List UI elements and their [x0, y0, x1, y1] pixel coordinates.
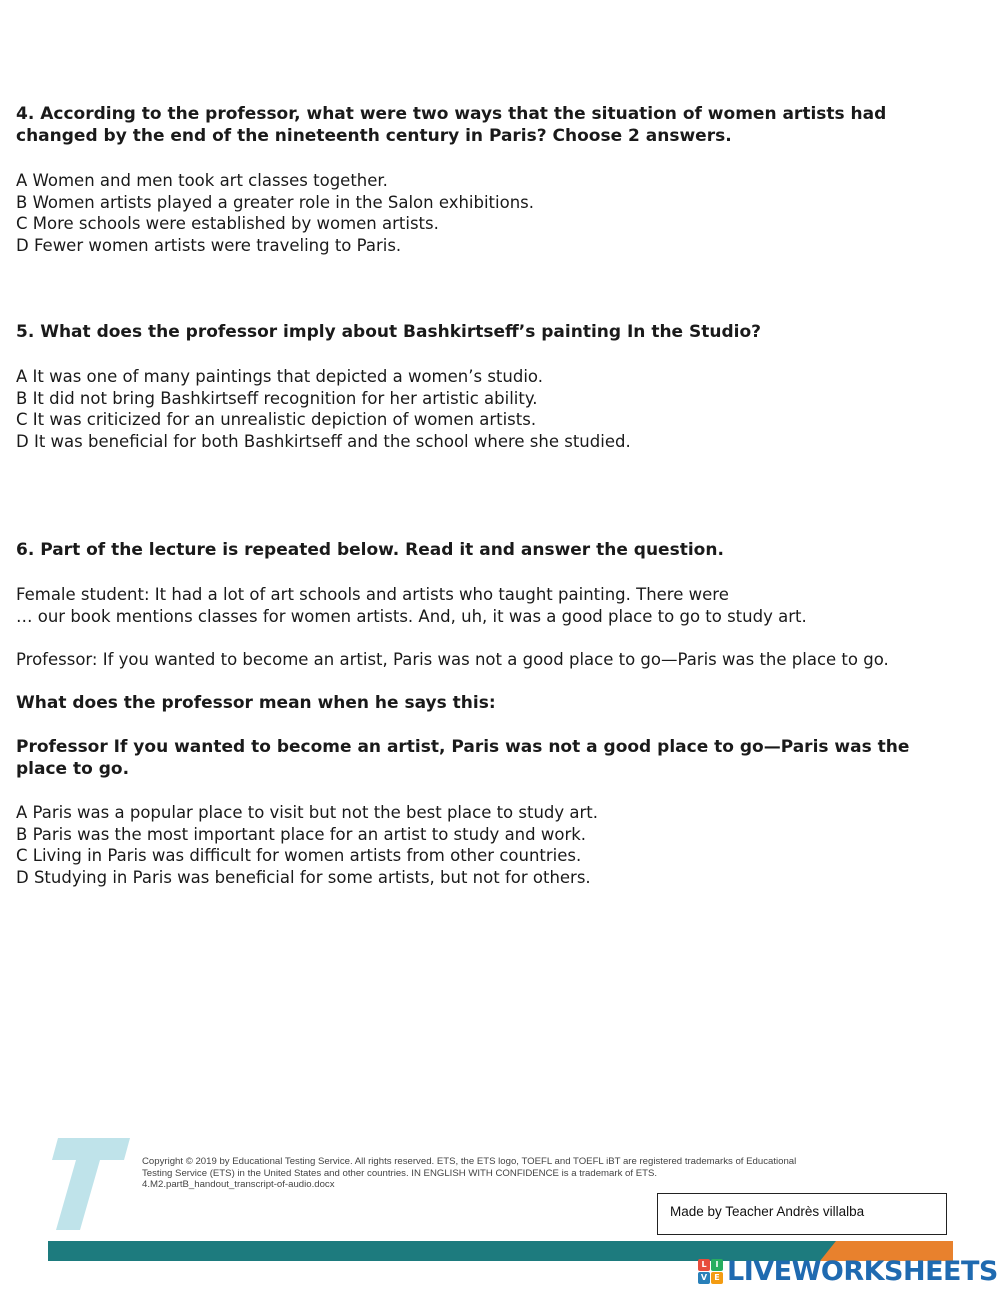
q6-option-d: D Studying in Paris was beneficial for some artists, but not for others. — [16, 867, 591, 887]
cube-e: E — [711, 1272, 723, 1284]
q5-title: 5. What does the professor imply about Bashkirtseff’s painting In the Studio? — [16, 322, 762, 342]
cube-i: I — [711, 1259, 723, 1271]
copyright-notice — [142, 1156, 922, 1191]
signature-box — [657, 1193, 947, 1235]
q5-option-a: A It was one of many paintings that depicted a women’s studio. — [16, 367, 543, 386]
q4-title-line2: changed by the end of the nineteenth century in Paris? Choose 2 answers. — [16, 126, 732, 146]
cube-v: V — [698, 1272, 710, 1284]
q6-option-b: B Paris was the most important place for an artist to study and work. — [16, 824, 587, 844]
copyright-line2: Testing Service (ETS) in the United States and other countries. IN ENGLISH WITH CONFIDENCE is a trademark of ETS. — [142, 1167, 658, 1179]
liveworksheets-brand: LIVEWORKSHEETS — [727, 1255, 998, 1287]
q4-option-c: C More schools were established by women artists. — [16, 214, 439, 234]
q6-option-a: A Paris was a popular place to visit but not the best place to study art. — [16, 803, 599, 822]
q6-quote-line1: Professor If you wanted to become an artist, Paris was not a good place to go—Paris was the — [16, 737, 910, 757]
signature-text: Made by Teacher Andrès villalba — [670, 1204, 865, 1219]
q4-option-d: D Fewer women artists were traveling to Paris. — [16, 235, 402, 255]
q4-title-line1: 4. According to the professor, what were two ways that the situation of women artists had — [16, 104, 887, 124]
q5-option-d: D It was beneficial for both Bashkirtseff and the school where she studied. — [16, 431, 631, 451]
q6-option-c: C Living in Paris was difficult for women artists from other countries. — [16, 846, 582, 866]
q6-professor-line: Professor: If you wanted to become an artist, Paris was not a good place to go—Paris was the place to go. — [16, 650, 889, 669]
q6-student-line1: Female student: It had a lot of art schools and artists who taught painting. There were — [16, 585, 729, 604]
cube-l: L — [698, 1259, 710, 1271]
document-filename: 4.M2.partB_handout_transcript-of-audio.docx — [142, 1179, 335, 1190]
q6-quote-line2: place to go. — [16, 759, 130, 779]
copyright-line1: Copyright © 2019 by Educational Testing Service. All rights reserved. ETS, the ETS logo, TOEFL and TOEFL iBT are registered trademarks of Educational — [142, 1156, 797, 1167]
q4-option-a: A Women and men took art classes together. — [16, 171, 388, 190]
live-cubes-icon — [698, 1259, 723, 1284]
q4-option-b: B Women artists played a greater role in the Salon exhibitions. — [16, 192, 535, 212]
q6-prompt: What does the professor mean when he says this: — [16, 693, 496, 713]
liveworksheets-logo[interactable] — [698, 1256, 998, 1286]
q6-title: 6. Part of the lecture is repeated below. Read it and answer the question. — [16, 540, 724, 560]
q5-option-c: C It was criticized for an unrealistic depiction of women artists. — [16, 410, 537, 430]
t-logo-icon — [50, 1138, 132, 1230]
q5-option-b: B It did not bring Bashkirtseff recognition for her artistic ability. — [16, 388, 538, 408]
q6-student-line2: … our book mentions classes for women artists. And, uh, it was a good place to go to study art. — [16, 606, 807, 626]
